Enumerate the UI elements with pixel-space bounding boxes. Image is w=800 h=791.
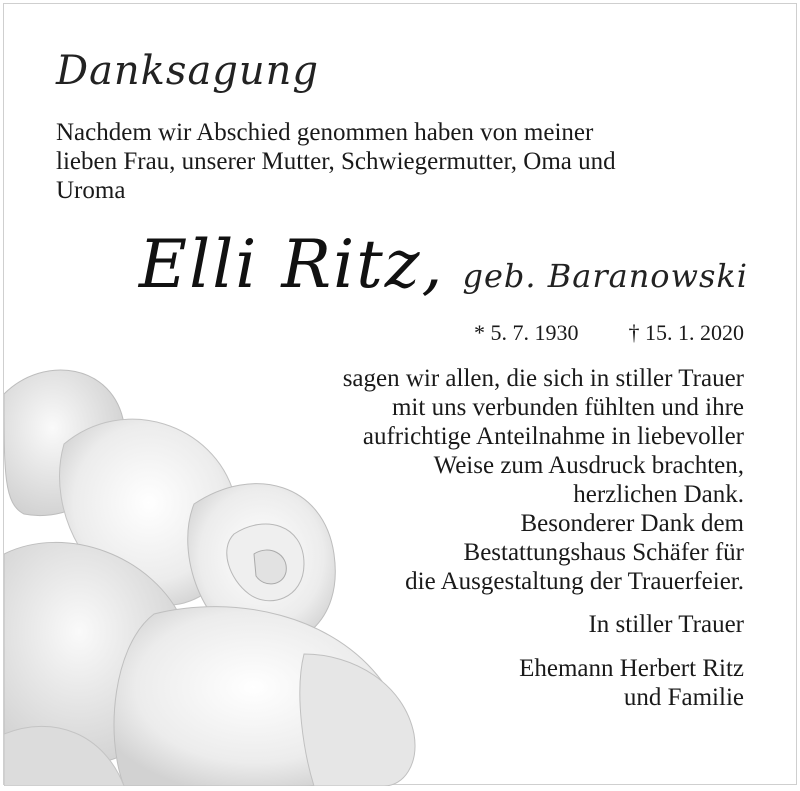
death-date: † 15. 1. 2020: [628, 320, 744, 345]
closing-line: In stiller Trauer: [588, 611, 744, 638]
intro-text: Nachdem wir Abschied genommen haben von meiner lieben Frau, unserer Mutter, Schwiegermutter, Oma und Uroma: [56, 119, 616, 204]
heading: Danksagung: [56, 48, 320, 94]
birth-date: * 5. 7. 1930: [474, 320, 579, 345]
life-dates: [474, 320, 744, 346]
thanks-text: sagen wir allen, die sich in stiller Trauer mit uns verbunden fühlten und ihre aufrichtige Anteilnahme in liebevoller Weise zum Ausdruck brachten, herzlichen Dank. Besonderer Dank dem Bestattungshaus Schäfer für die Ausgestaltung der Trauerfeier.: [342, 365, 744, 595]
signature: Ehemann Herbert Ritz und Familie: [519, 655, 744, 711]
deceased-name: Elli Ritz,: [138, 226, 445, 303]
name-line: [139, 226, 748, 303]
maiden-name: geb. Baranowski: [462, 257, 748, 295]
obituary-card: [3, 3, 797, 785]
